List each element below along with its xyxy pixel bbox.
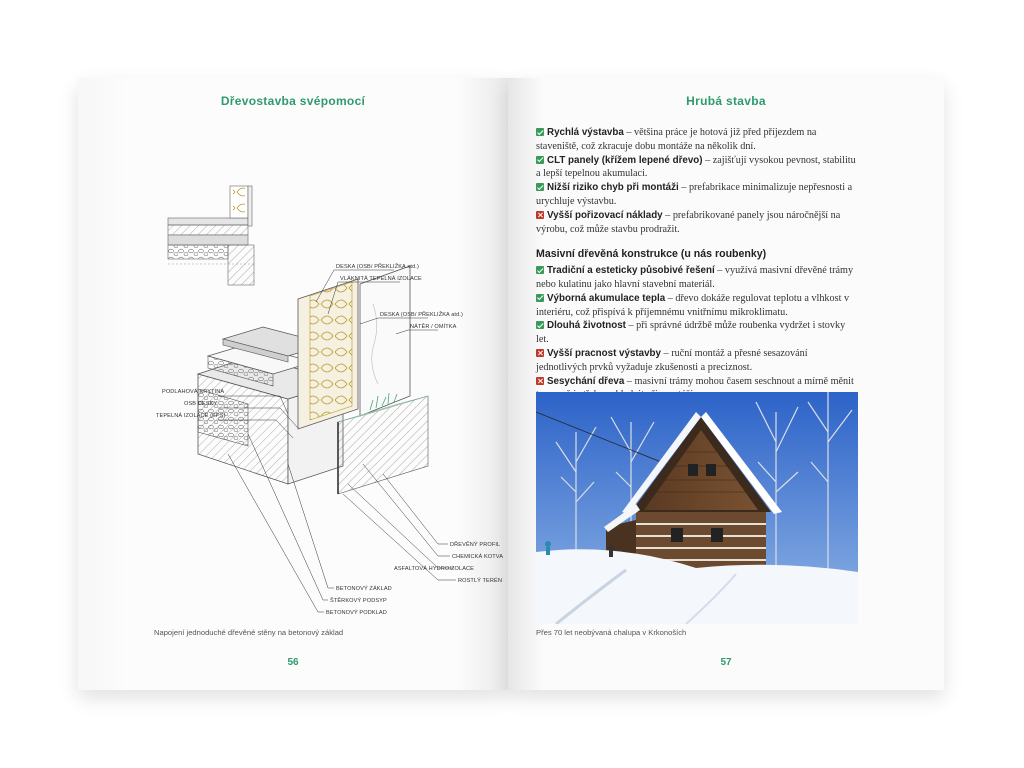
label-profil: DŘEVĚNÝ PROFIL [450, 542, 501, 548]
cross-icon [536, 211, 544, 219]
check-icon [536, 183, 544, 191]
section-heading: Masivní dřevěná konstrukce (u nás roubenky) [536, 248, 767, 261]
list-item: Nižší riziko chyb při montáži – prefabrikace minimalizuje nepřesnosti a urychluje výstavbu. [536, 182, 853, 207]
page-number-left: 56 [287, 657, 299, 668]
cross-icon [536, 349, 544, 357]
label-podklad: BETONOVÝ PODKLAD [326, 610, 387, 616]
label-podlahova: PODLAHOVÁ KRYTINA [162, 389, 225, 395]
running-head-right: Hrubá stavba [686, 94, 766, 108]
cross-icon [536, 377, 544, 385]
running-head-left: Dřevostavba svépomocí [220, 94, 366, 108]
list-item: Výborná akumulace tepla – dřevo dokáže regulovat teplotu a vlhkost v interiéru, což přispívá k příjemnému vnitřnímu mikroklimatu. [536, 292, 850, 318]
list-item: Tradiční a esteticky působivé řešení – využívá masivní dřevěné trámy nebo kulatinu jako hlavní stavební materiál. [536, 265, 854, 290]
list-prefab [536, 126, 858, 236]
right-page [508, 78, 944, 690]
list-item: CLT panely (křížem lepené dřevo) – zajišťují vysokou pevnost, stabilitu a lepší tepelnou akumulaci. [536, 154, 856, 180]
label-nater: NÁTĚR / OMÍTKA [410, 324, 457, 330]
label-kotva: CHEMICKÁ KOTVA [452, 554, 504, 560]
label-osb: OSB DESKY [184, 401, 218, 407]
label-deska-mid: DESKA (OSB/ PŘEKLIŽKA atd.) [380, 312, 463, 318]
log-house-photo [536, 392, 858, 624]
check-icon [536, 266, 544, 274]
list-item: Vyšší pracnost výstavby – ruční montáž a přesné sesazování jednotlivých prvků vyžaduje zkušenosti a preciznost. [536, 347, 808, 373]
check-icon [536, 156, 544, 164]
section-detail [168, 186, 254, 285]
check-icon [536, 294, 544, 302]
label-teren: ROSTLÝ TERÉN [458, 578, 502, 584]
label-hydro: ASFALTOVÁ HYDROIZOLACE [394, 566, 475, 572]
axonometric-assembly [198, 266, 428, 494]
list-item: Dlouhá životnost – při správné údržbě může roubenka vydržet i stovky let. [536, 320, 846, 346]
list-log-house [536, 264, 858, 402]
label-eps: TEPELNÁ IZOLACE (EPS) [156, 413, 226, 419]
label-deska-top: DESKA (OSB/ PŘEKLIŽKA atd.) [336, 264, 419, 270]
list-item: Sesychání dřeva – masivní trámy mohou časem seschnout a mírně měnit [536, 375, 858, 403]
label-vlaknita: VLÁKNITÁ TEPELNÁ IZOLACE [340, 276, 422, 282]
check-icon [536, 128, 544, 136]
photo-caption: Přes 70 let neobývaná chalupa v Krkonoších [536, 628, 687, 637]
page-number-right: 57 [720, 657, 732, 668]
check-icon [536, 321, 544, 329]
label-podsyp: ŠTĚRKOVÝ PODSYP [330, 598, 387, 604]
figure-caption-left: Napojení jednoduché dřevěné stěny na betonový základ [154, 628, 344, 637]
body-text [536, 126, 858, 402]
list-item: Vyšší pořizovací náklady – prefabrikované panely jsou náročnější na výrobu, což může stavbu prodražit. [536, 209, 841, 235]
label-zaklad: BETONOVÝ ZÁKLAD [336, 586, 392, 592]
left-page [78, 78, 508, 690]
list-item: Rychlá výstavba – většina práce je hotová již před příjezdem na staveniště, což zkracuje dobu montáže na několik dní. [536, 127, 817, 152]
wall-foundation-diagram [138, 184, 508, 634]
